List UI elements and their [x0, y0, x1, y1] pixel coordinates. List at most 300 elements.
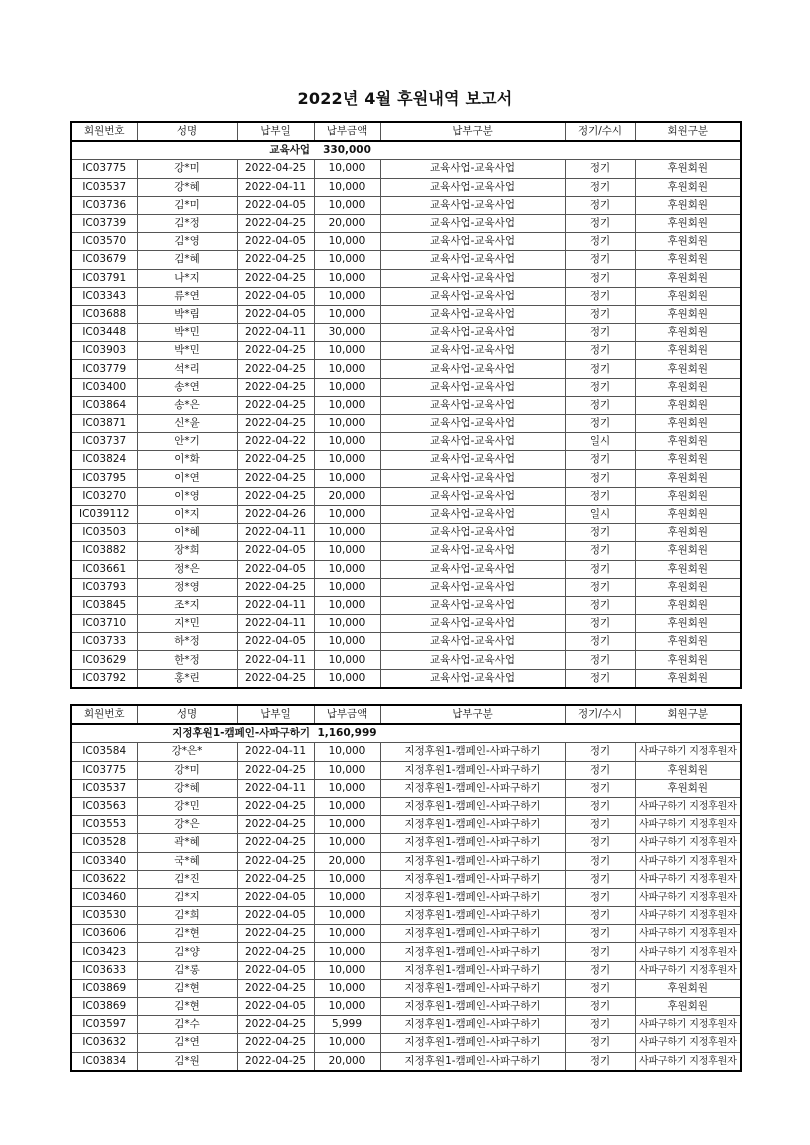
cell-date: 2022-04-25: [237, 925, 314, 943]
cell-category: 지정후원1-캠페인-사파구하기: [380, 797, 565, 815]
cell-category: 교육사업-교육사업: [380, 542, 565, 560]
cell-amount: 10,000: [314, 160, 380, 178]
cell-name: 하*정: [137, 633, 237, 651]
cell-member-type: 후원회원: [635, 214, 741, 232]
cell-name: 나*지: [137, 269, 237, 287]
cell-member-type: 후원회원: [635, 596, 741, 614]
table-row: [71, 251, 741, 269]
cell-amount: 20,000: [314, 487, 380, 505]
table-row: [71, 324, 741, 342]
cell-frequency: 정기: [565, 542, 635, 560]
table-row: [71, 907, 741, 925]
cell-name: 김*연: [137, 1034, 237, 1052]
cell-frequency: 정기: [565, 743, 635, 761]
cell-frequency: 정기: [565, 943, 635, 961]
cell-name: 국*혜: [137, 852, 237, 870]
cell-member-id: IC03688: [71, 305, 137, 323]
cell-member-type: 사파구하기 지정후원자: [635, 870, 741, 888]
cell-category: 교육사업-교육사업: [380, 433, 565, 451]
cell-member-type: 사파구하기 지정후원자: [635, 1016, 741, 1034]
cell-amount: 10,000: [314, 779, 380, 797]
cell-member-id: IC03869: [71, 998, 137, 1016]
cell-amount: 10,000: [314, 651, 380, 669]
cell-date: 2022-04-25: [237, 1016, 314, 1034]
table-row: [71, 287, 741, 305]
cell-member-type: 후원회원: [635, 560, 741, 578]
cell-member-id: IC03739: [71, 214, 137, 232]
table-row: [71, 505, 741, 523]
cell-frequency: 정기: [565, 415, 635, 433]
table-row: [71, 160, 741, 178]
cell-amount: 10,000: [314, 888, 380, 906]
section-subtotal-row: [71, 141, 741, 160]
table-row: [71, 870, 741, 888]
section-spacer: [380, 141, 741, 160]
cell-name: 강*미: [137, 160, 237, 178]
section-label: 지정후원1-캠페인-사파구하기: [137, 724, 314, 743]
table-row: [71, 396, 741, 414]
cell-category: 지정후원1-캠페인-사파구하기: [380, 943, 565, 961]
table-row: [71, 524, 741, 542]
table-row: [71, 943, 741, 961]
table-row: [71, 1034, 741, 1052]
cell-date: 2022-04-05: [237, 888, 314, 906]
cell-date: 2022-04-11: [237, 324, 314, 342]
cell-frequency: 정기: [565, 615, 635, 633]
cell-member-id: IC03632: [71, 1034, 137, 1052]
cell-amount: 10,000: [314, 396, 380, 414]
cell-category: 교육사업-교육사업: [380, 324, 565, 342]
cell-category: 교육사업-교육사업: [380, 633, 565, 651]
cell-date: 2022-04-25: [237, 160, 314, 178]
cell-amount: 10,000: [314, 907, 380, 925]
cell-date: 2022-04-25: [237, 342, 314, 360]
cell-name: 김*롱: [137, 961, 237, 979]
cell-member-type: 후원회원: [635, 451, 741, 469]
cell-member-id: IC03792: [71, 669, 137, 688]
cell-category: 교육사업-교육사업: [380, 560, 565, 578]
col-header-name: 성명: [137, 122, 237, 141]
cell-category: 교육사업-교육사업: [380, 178, 565, 196]
cell-category: 지정후원1-캠페인-사파구하기: [380, 961, 565, 979]
cell-date: 2022-04-25: [237, 979, 314, 997]
cell-name: 강*혜: [137, 178, 237, 196]
table-row: [71, 378, 741, 396]
cell-date: 2022-04-25: [237, 360, 314, 378]
cell-member-id: IC03343: [71, 287, 137, 305]
cell-frequency: 정기: [565, 797, 635, 815]
cell-date: 2022-04-05: [237, 196, 314, 214]
table-row: [71, 998, 741, 1016]
cell-member-type: 사파구하기 지정후원자: [635, 852, 741, 870]
cell-date: 2022-04-26: [237, 505, 314, 523]
cell-category: 지정후원1-캠페인-사파구하기: [380, 816, 565, 834]
cell-amount: 10,000: [314, 178, 380, 196]
cell-name: 강*민: [137, 797, 237, 815]
cell-date: 2022-04-05: [237, 633, 314, 651]
col-header-member-id: 회원번호: [71, 705, 137, 724]
cell-member-id: IC03530: [71, 907, 137, 925]
table-row: [71, 596, 741, 614]
cell-name: 이*연: [137, 469, 237, 487]
cell-date: 2022-04-05: [237, 233, 314, 251]
table-row: [71, 797, 741, 815]
cell-date: 2022-04-11: [237, 779, 314, 797]
table-row: [71, 360, 741, 378]
cell-date: 2022-04-25: [237, 451, 314, 469]
cell-frequency: 정기: [565, 669, 635, 688]
cell-date: 2022-04-25: [237, 761, 314, 779]
cell-member-type: 후원회원: [635, 524, 741, 542]
cell-frequency: 일시: [565, 505, 635, 523]
cell-member-id: IC03570: [71, 233, 137, 251]
cell-category: 지정후원1-캠페인-사파구하기: [380, 834, 565, 852]
cell-name: 강*혜: [137, 779, 237, 797]
cell-member-type: 후원회원: [635, 360, 741, 378]
cell-frequency: 정기: [565, 1034, 635, 1052]
cell-name: 김*원: [137, 1052, 237, 1071]
table-row: [71, 961, 741, 979]
cell-category: 지정후원1-캠페인-사파구하기: [380, 743, 565, 761]
cell-category: 교육사업-교육사업: [380, 360, 565, 378]
table-row: [71, 233, 741, 251]
cell-name: 김*영: [137, 233, 237, 251]
cell-category: 교육사업-교육사업: [380, 596, 565, 614]
cell-member-type: 후원회원: [635, 160, 741, 178]
cell-frequency: 정기: [565, 761, 635, 779]
cell-member-id: IC03528: [71, 834, 137, 852]
cell-amount: 10,000: [314, 360, 380, 378]
cell-date: 2022-04-25: [237, 797, 314, 815]
table-row: [71, 633, 741, 651]
cell-amount: 10,000: [314, 269, 380, 287]
cell-category: 교육사업-교육사업: [380, 505, 565, 523]
cell-member-id: IC03597: [71, 1016, 137, 1034]
cell-date: 2022-04-11: [237, 743, 314, 761]
cell-amount: 10,000: [314, 943, 380, 961]
cell-category: 지정후원1-캠페인-사파구하기: [380, 1016, 565, 1034]
table-row: [71, 487, 741, 505]
cell-frequency: 정기: [565, 888, 635, 906]
cell-date: 2022-04-25: [237, 469, 314, 487]
table-row: [71, 578, 741, 596]
cell-name: 김*정: [137, 214, 237, 232]
cell-frequency: 일시: [565, 433, 635, 451]
cell-member-type: 사파구하기 지정후원자: [635, 743, 741, 761]
cell-frequency: 정기: [565, 233, 635, 251]
table-row: [71, 779, 741, 797]
cell-frequency: 정기: [565, 998, 635, 1016]
cell-amount: 10,000: [314, 287, 380, 305]
cell-name: 김*혜: [137, 251, 237, 269]
cell-frequency: 정기: [565, 1052, 635, 1071]
table-row: [71, 451, 741, 469]
cell-category: 교육사업-교육사업: [380, 469, 565, 487]
cell-name: 조*지: [137, 596, 237, 614]
cell-member-type: 사파구하기 지정후원자: [635, 797, 741, 815]
cell-frequency: 정기: [565, 160, 635, 178]
cell-member-type: 후원회원: [635, 578, 741, 596]
table-row: [71, 834, 741, 852]
table-row: [71, 1016, 741, 1034]
donation-table-campaign: [70, 704, 742, 1072]
section-total: 1,160,999: [314, 724, 380, 743]
cell-member-id: IC03448: [71, 324, 137, 342]
cell-member-type: 후원회원: [635, 178, 741, 196]
cell-member-type: 후원회원: [635, 251, 741, 269]
cell-date: 2022-04-25: [237, 816, 314, 834]
section-label: 교육사업: [137, 141, 314, 160]
cell-category: 지정후원1-캠페인-사파구하기: [380, 870, 565, 888]
col-header-member-type: 회원구분: [635, 705, 741, 724]
cell-amount: 10,000: [314, 451, 380, 469]
cell-amount: 10,000: [314, 761, 380, 779]
cell-name: 신*윤: [137, 415, 237, 433]
cell-category: 지정후원1-캠페인-사파구하기: [380, 888, 565, 906]
cell-member-type: 후원회원: [635, 342, 741, 360]
cell-amount: 20,000: [314, 852, 380, 870]
table-row: [71, 214, 741, 232]
cell-category: 교육사업-교육사업: [380, 269, 565, 287]
col-header-member-type: 회원구분: [635, 122, 741, 141]
cell-amount: 20,000: [314, 214, 380, 232]
cell-category: 교육사업-교육사업: [380, 214, 565, 232]
cell-frequency: 정기: [565, 251, 635, 269]
cell-name: 장*희: [137, 542, 237, 560]
cell-member-type: 사파구하기 지정후원자: [635, 925, 741, 943]
col-header-frequency: 정기/수시: [565, 705, 635, 724]
cell-member-id: IC03733: [71, 633, 137, 651]
cell-frequency: 정기: [565, 269, 635, 287]
cell-date: 2022-04-25: [237, 269, 314, 287]
cell-member-id: IC03864: [71, 396, 137, 414]
cell-member-type: 사파구하기 지정후원자: [635, 907, 741, 925]
cell-member-type: 후원회원: [635, 505, 741, 523]
table-row: [71, 305, 741, 323]
cell-member-id: IC03869: [71, 979, 137, 997]
cell-name: 이*혜: [137, 524, 237, 542]
cell-frequency: 정기: [565, 469, 635, 487]
cell-name: 김*현: [137, 998, 237, 1016]
cell-frequency: 정기: [565, 342, 635, 360]
table-row: [71, 816, 741, 834]
cell-name: 송*은: [137, 396, 237, 414]
cell-amount: 10,000: [314, 415, 380, 433]
cell-member-id: IC03460: [71, 888, 137, 906]
col-header-amount: 납부금액: [314, 705, 380, 724]
cell-member-type: 후원회원: [635, 287, 741, 305]
section-total: 330,000: [314, 141, 380, 160]
cell-frequency: 정기: [565, 816, 635, 834]
cell-amount: 10,000: [314, 196, 380, 214]
cell-frequency: 정기: [565, 305, 635, 323]
cell-member-id: IC03553: [71, 816, 137, 834]
cell-member-id: IC03710: [71, 615, 137, 633]
cell-date: 2022-04-11: [237, 524, 314, 542]
cell-date: 2022-04-25: [237, 578, 314, 596]
col-header-frequency: 정기/수시: [565, 122, 635, 141]
cell-member-id: IC03537: [71, 779, 137, 797]
cell-date: 2022-04-05: [237, 998, 314, 1016]
cell-category: 교육사업-교육사업: [380, 196, 565, 214]
cell-member-type: 후원회원: [635, 633, 741, 651]
cell-frequency: 정기: [565, 834, 635, 852]
cell-date: 2022-04-05: [237, 961, 314, 979]
cell-category: 지정후원1-캠페인-사파구하기: [380, 852, 565, 870]
cell-name: 박*림: [137, 305, 237, 323]
cell-category: 교육사업-교육사업: [380, 669, 565, 688]
cell-amount: 10,000: [314, 469, 380, 487]
cell-amount: 10,000: [314, 998, 380, 1016]
table-row: [71, 342, 741, 360]
cell-member-id: IC03775: [71, 761, 137, 779]
cell-member-id: IC039112: [71, 505, 137, 523]
cell-date: 2022-04-25: [237, 870, 314, 888]
cell-member-type: 후원회원: [635, 233, 741, 251]
cell-frequency: 정기: [565, 596, 635, 614]
cell-name: 이*지: [137, 505, 237, 523]
cell-member-id: IC03537: [71, 178, 137, 196]
cell-amount: 10,000: [314, 305, 380, 323]
table-row: [71, 269, 741, 287]
cell-date: 2022-04-11: [237, 596, 314, 614]
table-row: [71, 469, 741, 487]
table-row: [71, 433, 741, 451]
section-spacer: [380, 724, 741, 743]
cell-date: 2022-04-05: [237, 542, 314, 560]
cell-date: 2022-04-25: [237, 415, 314, 433]
cell-name: 정*은: [137, 560, 237, 578]
cell-amount: 10,000: [314, 433, 380, 451]
cell-category: 지정후원1-캠페인-사파구하기: [380, 779, 565, 797]
table-row: [71, 761, 741, 779]
table-row: [71, 651, 741, 669]
cell-name: 강*은*: [137, 743, 237, 761]
cell-member-id: IC03903: [71, 342, 137, 360]
cell-member-type: 후원회원: [635, 669, 741, 688]
cell-member-type: 후원회원: [635, 305, 741, 323]
cell-category: 지정후원1-캠페인-사파구하기: [380, 1052, 565, 1071]
cell-member-type: 후원회원: [635, 269, 741, 287]
cell-member-id: IC03503: [71, 524, 137, 542]
cell-member-type: 사파구하기 지정후원자: [635, 943, 741, 961]
cell-member-id: IC03622: [71, 870, 137, 888]
cell-amount: 5,999: [314, 1016, 380, 1034]
cell-category: 지정후원1-캠페인-사파구하기: [380, 761, 565, 779]
cell-category: 교육사업-교육사업: [380, 524, 565, 542]
cell-frequency: 정기: [565, 1016, 635, 1034]
cell-name: 안*기: [137, 433, 237, 451]
cell-category: 교육사업-교육사업: [380, 451, 565, 469]
cell-category: 교육사업-교육사업: [380, 415, 565, 433]
cell-name: 한*정: [137, 651, 237, 669]
cell-member-id: IC03845: [71, 596, 137, 614]
cell-member-id: IC03563: [71, 797, 137, 815]
section-spacer: [71, 141, 137, 160]
cell-frequency: 정기: [565, 487, 635, 505]
cell-category: 교육사업-교육사업: [380, 615, 565, 633]
cell-name: 박*민: [137, 342, 237, 360]
cell-name: 이*영: [137, 487, 237, 505]
cell-amount: 10,000: [314, 578, 380, 596]
cell-frequency: 정기: [565, 779, 635, 797]
table-row: [71, 979, 741, 997]
cell-name: 김*양: [137, 943, 237, 961]
report-title: 2022년 4월 후원내역 보고서: [297, 89, 513, 108]
cell-member-id: IC03775: [71, 160, 137, 178]
cell-amount: 30,000: [314, 324, 380, 342]
cell-date: 2022-04-25: [237, 669, 314, 688]
cell-category: 교육사업-교육사업: [380, 305, 565, 323]
donation-table-education: [70, 121, 742, 689]
cell-category: 교육사업-교육사업: [380, 578, 565, 596]
cell-amount: 10,000: [314, 633, 380, 651]
cell-name: 김*미: [137, 196, 237, 214]
cell-member-type: 후원회원: [635, 415, 741, 433]
cell-name: 김*현: [137, 979, 237, 997]
cell-name: 정*영: [137, 578, 237, 596]
cell-amount: 10,000: [314, 870, 380, 888]
cell-name: 김*수: [137, 1016, 237, 1034]
cell-member-id: IC03779: [71, 360, 137, 378]
cell-member-type: 사파구하기 지정후원자: [635, 834, 741, 852]
cell-member-id: IC03629: [71, 651, 137, 669]
cell-frequency: 정기: [565, 196, 635, 214]
cell-frequency: 정기: [565, 524, 635, 542]
cell-date: 2022-04-25: [237, 852, 314, 870]
cell-member-type: 후원회원: [635, 324, 741, 342]
table-row: [71, 560, 741, 578]
cell-category: 교육사업-교육사업: [380, 160, 565, 178]
table-row: [71, 888, 741, 906]
cell-name: 강*미: [137, 761, 237, 779]
cell-date: 2022-04-05: [237, 287, 314, 305]
cell-member-id: IC03795: [71, 469, 137, 487]
cell-name: 류*연: [137, 287, 237, 305]
col-header-amount: 납부금액: [314, 122, 380, 141]
cell-member-id: IC03679: [71, 251, 137, 269]
cell-date: 2022-04-05: [237, 560, 314, 578]
cell-member-type: 후원회원: [635, 378, 741, 396]
cell-name: 김*지: [137, 888, 237, 906]
cell-amount: 10,000: [314, 524, 380, 542]
cell-amount: 10,000: [314, 233, 380, 251]
cell-date: 2022-04-25: [237, 251, 314, 269]
cell-name: 이*화: [137, 451, 237, 469]
cell-frequency: 정기: [565, 578, 635, 596]
cell-member-id: IC03633: [71, 961, 137, 979]
cell-amount: 10,000: [314, 979, 380, 997]
col-header-name: 성명: [137, 705, 237, 724]
cell-frequency: 정기: [565, 852, 635, 870]
cell-category: 교육사업-교육사업: [380, 487, 565, 505]
cell-member-id: IC03834: [71, 1052, 137, 1071]
cell-date: 2022-04-05: [237, 305, 314, 323]
cell-member-id: IC03824: [71, 451, 137, 469]
cell-date: 2022-04-22: [237, 433, 314, 451]
cell-frequency: 정기: [565, 178, 635, 196]
cell-member-type: 후원회원: [635, 651, 741, 669]
cell-frequency: 정기: [565, 378, 635, 396]
cell-category: 교육사업-교육사업: [380, 651, 565, 669]
cell-category: 지정후원1-캠페인-사파구하기: [380, 998, 565, 1016]
cell-member-id: IC03661: [71, 560, 137, 578]
cell-amount: 10,000: [314, 797, 380, 815]
cell-amount: 10,000: [314, 961, 380, 979]
cell-category: 교육사업-교육사업: [380, 396, 565, 414]
cell-amount: 10,000: [314, 669, 380, 688]
cell-member-type: 후원회원: [635, 433, 741, 451]
